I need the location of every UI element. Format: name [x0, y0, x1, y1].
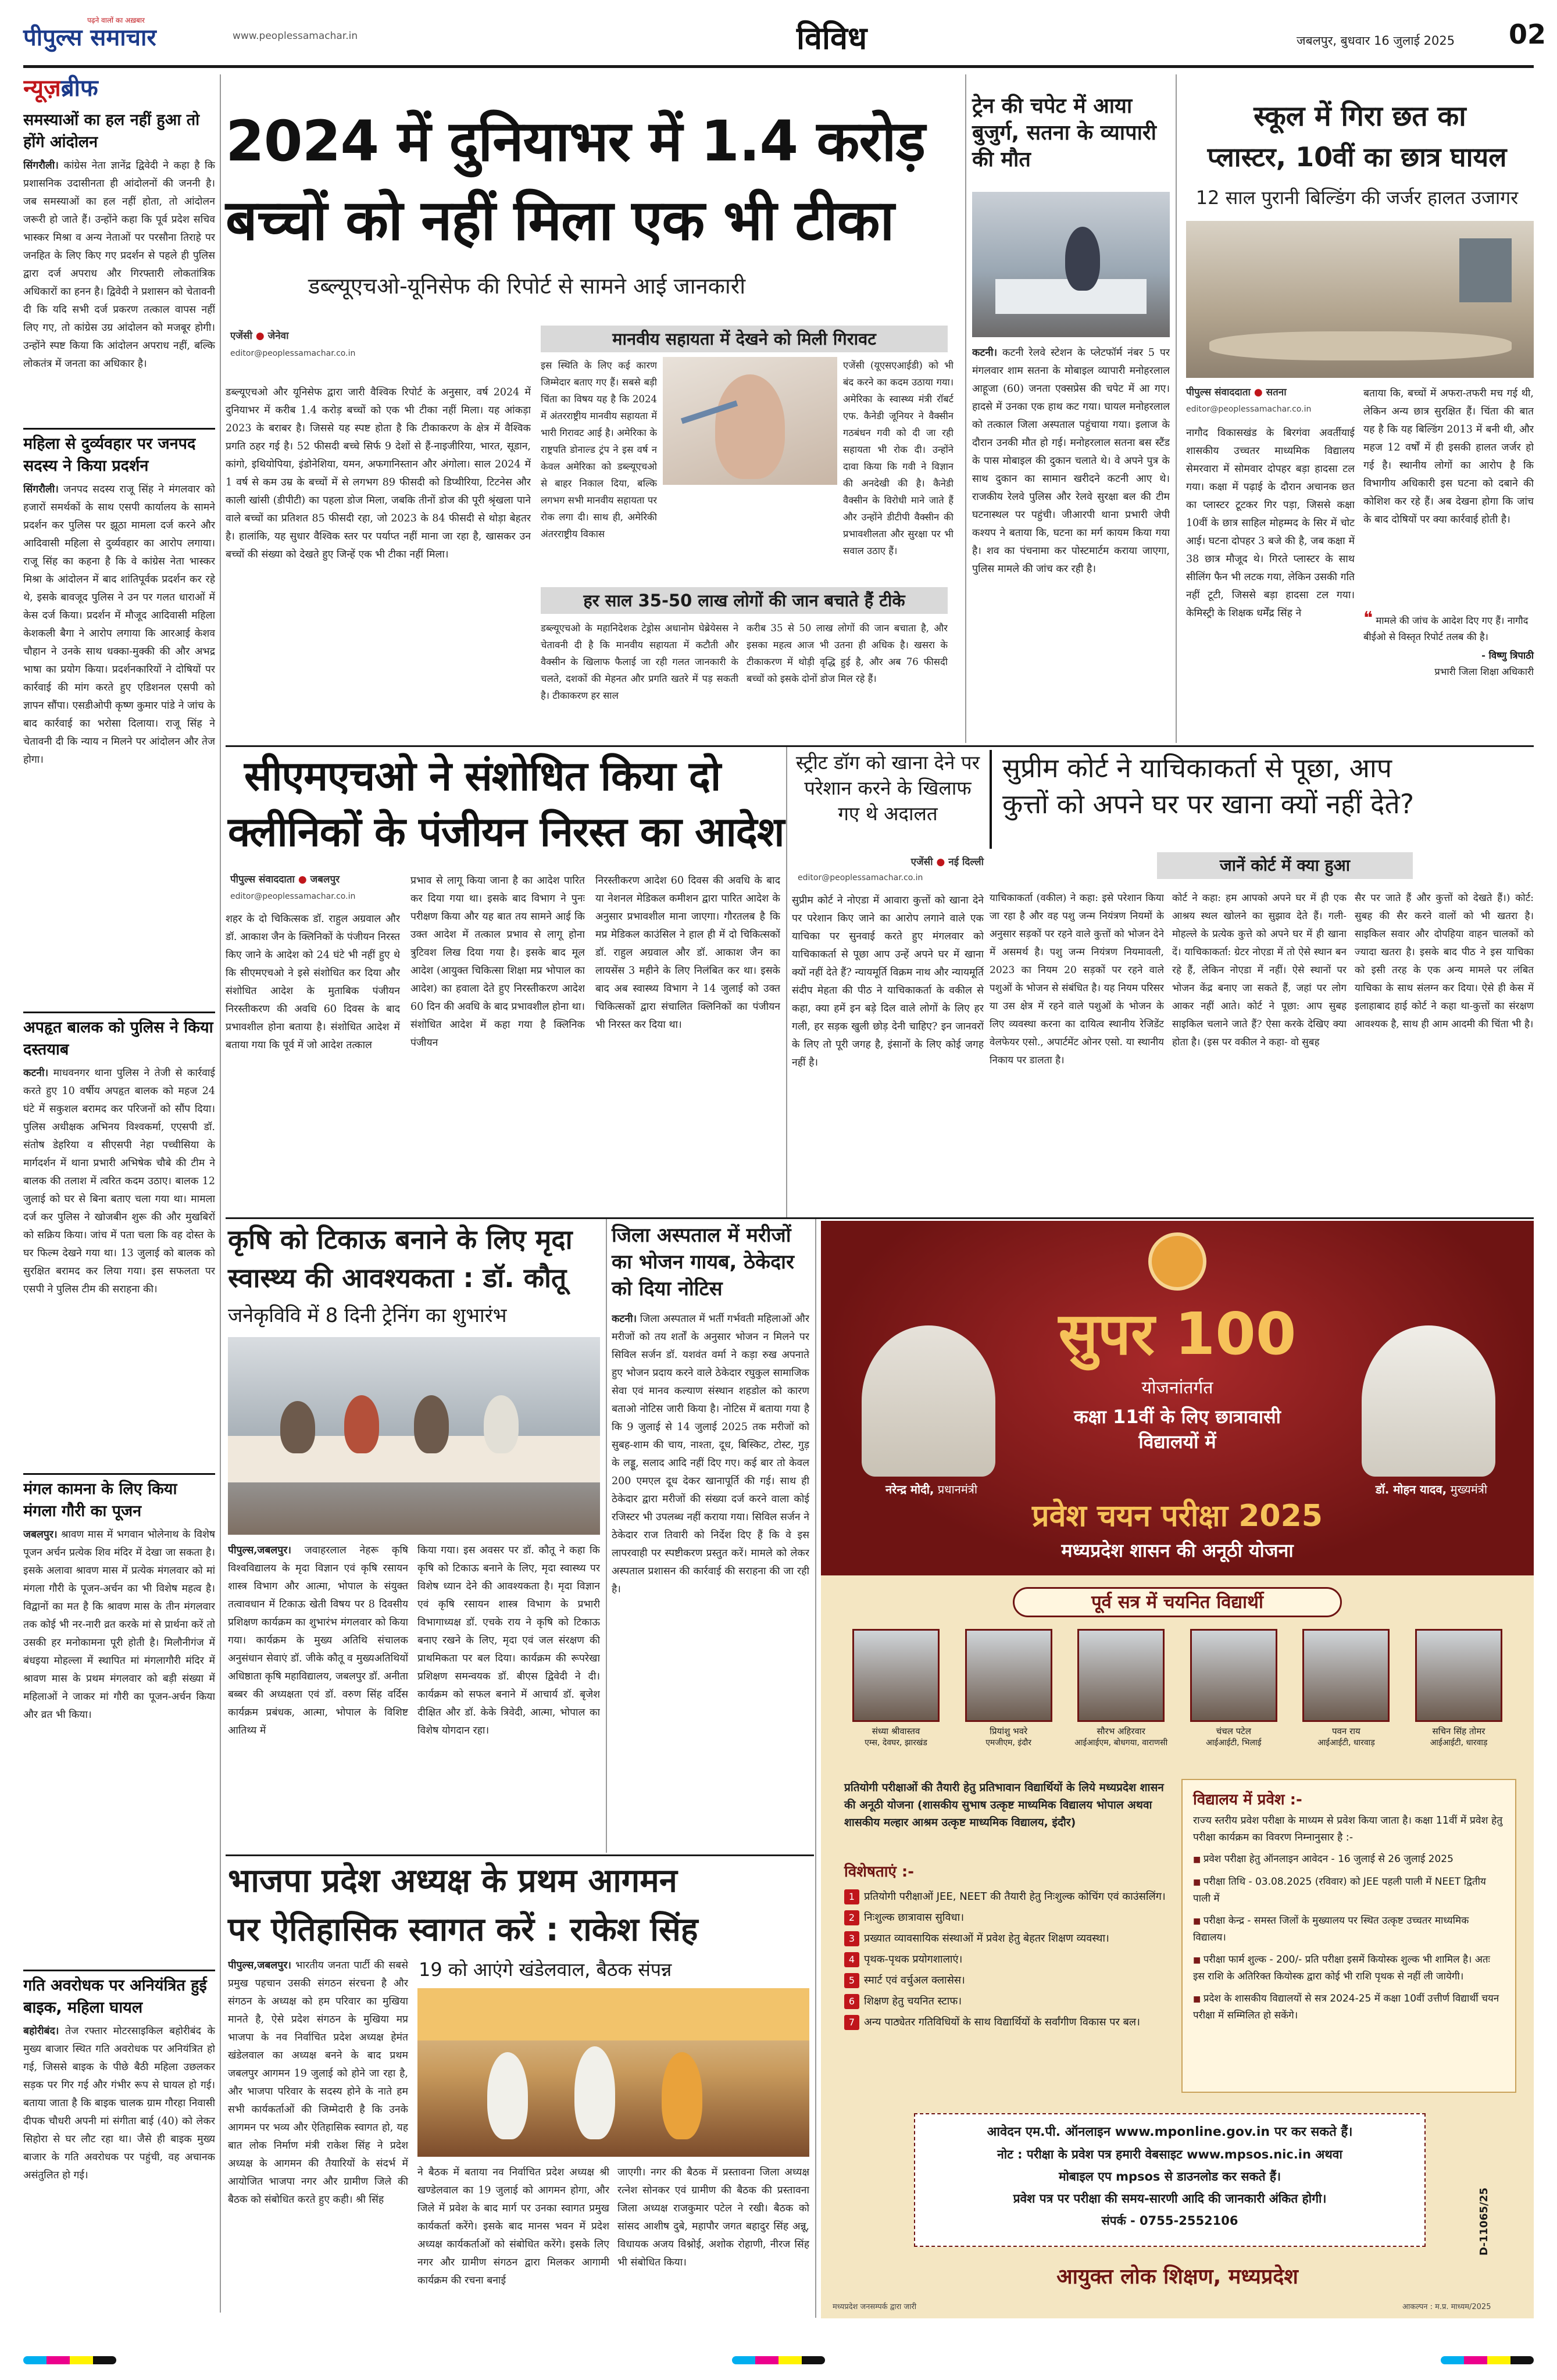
mp-emblem-icon	[1148, 1232, 1206, 1291]
bjp-headline-2: पर ऐतिहासिक स्वागत करें : राकेश सिंह	[228, 1911, 698, 1949]
brief-text: कांग्रेस नेता ज्ञानेंद्र द्विवेदी ने कहा है कि प्रशासनिक उदासीनता ही आंदोलनों की जननी है। जब समस्याओं का हल नहीं होता, तो आंदोलन जरूरी हो जाते हैं। उन्होंने कहा कि पूर्व प्रदेश सचिव भास्कर मिश्रा व अन्य नेताओं पर परसौना तिराहे पर जनहित के लिए किए गए प्रदर्शन से पहले ही पुलिस द्वारा दर्ज अपराध और गिरफ्तारी लोकतांत्रिक अधिकारों का हनन है। द्विवेदी ने प्रशासन को चेतावनी दी कि यदि सभी दर्ज प्रकरण तत्काल वापस नहीं लिए गए, तो कांग्रेस उग्र आंदोलन को मजबूर होगी। उन्होंने स्पष्ट किया कि आंदोलन अपराध नहीं, बल्कि लोकतंत्र में जनता का अधिकार है।	[23, 160, 215, 370]
feature-item: 6 शिक्षण हेतु चयनित स्टाफ।	[844, 1993, 1170, 2010]
column-divider	[786, 747, 787, 1218]
brief-item	[23, 106, 215, 420]
feature-text: शिक्षण हेतु चयनित स्टाफ।	[864, 1995, 962, 2007]
ad-line-2: विद्यालयों में	[1138, 1431, 1216, 1453]
bjp-col-3: जाएगी। नगर की बैठक में प्रस्तावना जिला अध्यक्ष रत्नेश सोनकर एवं ग्रामीण की बैठक की प्रस्तावना जिला अध्यक्ष राजकुमार पटेल ने रखी। बैठक को सांसद आशीष दुबे, महापौर जगत बहादुर सिंह अन्नू, विधायक अजय विश्नोई, अशोक रोहाणी, नीरज सिंह भी संबोधित किया।	[617, 2167, 809, 2268]
student-institute: आईआईएम, बोधगया, वाराणसी	[1074, 1738, 1168, 1748]
student-photo	[965, 1629, 1052, 1722]
rubble-shape	[1209, 331, 1512, 360]
brief-item	[23, 428, 215, 1003]
lives-left: डब्ल्यूएचओ के महानिदेशक टेड्रोस अधानोम घेब्रेयेसस ने चेतावनी दी है कि मानवीय सहायता में कटौती और वैक्सीन के खिलाफ फैलाई जा रही गलत जानकारी के चलते, दशकों की मेहनत और प्रगति खतरे में पड़ सकती है। टीकाकरण हर साल	[541, 623, 738, 701]
selected-title: पूर्व सत्र में चयनित विद्यार्थी	[1013, 1587, 1342, 1617]
school-city: सतना	[1266, 387, 1287, 398]
student-name: सचिन सिंह तोमर	[1432, 1726, 1485, 1736]
student-name: प्रियांशु भवरे	[990, 1726, 1028, 1736]
cmho-reporter: पीपुल्स संवाददाता	[230, 874, 295, 885]
cm-role: मुख्यमंत्री	[1450, 1482, 1488, 1496]
column-divider	[815, 1219, 816, 2318]
ad-subtitle: योजनांतर्गत	[1141, 1378, 1213, 1398]
dog-city: नई दिल्ली	[948, 856, 984, 868]
student-card	[1182, 1629, 1285, 1780]
train-headline: ट्रेन की चपेट में आया बुजुर्ग, सतना के व्यापारी की मौत	[972, 94, 1156, 171]
brief-body	[23, 2022, 215, 2185]
cm-name: डॉ. मोहन यादव,	[1375, 1482, 1447, 1496]
section-rule	[226, 1854, 814, 1856]
lead-headline-2: बच्चों को नहीं मिला एक भी टीका	[226, 188, 894, 253]
ad-line-1: कक्षा 11वीं के लिए छात्रावासी	[1074, 1406, 1281, 1428]
student-card	[844, 1629, 948, 1780]
contact-line: संपर्क - 0755-2552106	[1101, 2214, 1238, 2228]
hospital-body	[612, 1310, 809, 1851]
admission-list	[1193, 1851, 1505, 2024]
lead-byline: एजेंसी ● जेनेवा	[230, 330, 289, 342]
brief-title: मंगल कामना के लिए किया मंगला गौरी का पूजन	[23, 1473, 215, 1523]
bjp-text: भारतीय जनता पार्टी की सबसे प्रमुख पहचान उसकी संगठन संरचना है और संगठन के अध्यक्ष को हम परिवार का मुखिया मानते है, ऐसे प्रदेश संगठन के मुखिया मप्र भाजपा के नव निर्वाचित प्रदेश अध्यक्ष हेमंत खंडेलवाल का अध्यक्ष बनने के बाद प्रथम जबलपुर आगमन 19 जुलाई को होने जा रहा है, और भाजपा परिवार के सदस्य होने के नाते हम सभी कार्यकर्ताओं की जिम्मेदारी है कि उनके आगमन पर भव्य और ऐतिहासिक स्वागत हो, यह बात लोक निर्माण मंत्री राकेश सिंह ने प्रदेश अध्यक्ष के आगमन की तैयारियों के संदर्भ में आयोजित भाजपा नगर और ग्रामीण जिले की बैठक को संबोधित करते हुए कही। श्री सिंह	[228, 1960, 408, 2206]
student-institute: एमजीएम, इंदौर	[985, 1738, 1031, 1748]
quote-text: मामले की जांच के आदेश दिए गए हैं। नागौद बीईओ से विस्तृत रिपोर्ट तलब की है।	[1363, 615, 1529, 642]
brief-title: गति अवरोधक पर अनियंत्रित हुई बाइक, महिला घायल	[23, 1970, 215, 2019]
admission-item: ■ परीक्षा केन्द्र - समस्त जिलों के मुख्यालय पर स्थित उत्कृष्ट उच्चतर माध्यमिक विद्यालय।	[1193, 1913, 1505, 1946]
ad-footer-right: आकल्पन : म.प्र. माध्यम/2025	[1402, 2303, 1491, 2311]
school-email: editor@peoplessamachar.co.in	[1186, 405, 1312, 414]
student-photo	[1077, 1629, 1165, 1722]
vaccine-photo	[663, 357, 837, 485]
column-divider	[965, 74, 966, 743]
dog-body: सुप्रीम कोर्ट ने नोएडा में आवारा कुत्तों को खाना देने पर परेशान किए जाने का आरोप लगाने वाले एक याचिका पर सुनवाई करते हुए मंगलवार को याचिकाकर्ता से पूछा आप उन्हें अपने घर में खाना क्यों नहीं देते हैं? न्यायमूर्ति विक्रम नाथ और न्यायमूर्ति संदीप मेहता की पीठ ने याचिकाकर्ता के वकील से कहा, क्या हमें इन बड़े दिल वाले लोगों के लिए हर गली, हर सड़क खुली छोड़ देनी चाहिए? इन जानवरों के लिए तो पूरी जगह है, इंसानों के लिए कोई जगह नहीं है।	[792, 895, 984, 1069]
lead-col-1: डब्ल्यूएचओ और यूनिसेफ द्वारा जारी वैश्विक रिपोर्ट के अनुसार, वर्ष 2024 में दुनियाभर में करीब 1.4 करोड़ बच्चों को एक भी टीका नहीं मिला। यह आंकड़ा 2023 के बराबर है। जिससे यह स्पष्ट होता है कि टीकाकरण के क्षेत्र में वैश्विक प्रगति ठहर गई है। 52 फीसदी बच्चे सिर्फ 9 देशों से हैं-नाइजीरिया, भारत, सूडान, कांगो, इथियोपिया, इंडोनेशिया, यमन, अफगानिस्तान और अंगोला। साल 2024 में 1 वर्ष से कम उम्र के बच्चों में से लगभग 89 फीसदी को डिप्थीरिया, टिटनेस और काली खांसी (डीपीटी) का पहला डोज मिला, जबकि तीनों डोज की पूरी श्रृंखला पाने वाले बच्चों का प्रतिशत 85 फीसदी रहा, जो 2023 के 84 फीसदी से थोड़ा बेहतर है। हालांकि, यह सुधार वैश्विक स्तर पर पर्याप्त नहीं माना जा रहा है, खासकर उन बच्चों की संख्या को देखते हुए जिन्हें एक भी टीका नहीं मिला।	[226, 387, 531, 560]
lead-headline-1: 2024 में दुनियाभर में 1.4 करोड़	[226, 109, 925, 174]
brief-body	[23, 1064, 215, 1299]
issuer: आयुक्त लोक शिक्षण, मध्यप्रदेश	[1056, 2265, 1298, 2289]
school-subhead: 12 साल पुरानी बिल्डिंग की जर्जर हालत उजागर	[1195, 187, 1519, 209]
brand-name: पीपुल्स समाचार	[23, 24, 156, 51]
person-figure	[484, 1395, 519, 1453]
brand-logo	[23, 15, 215, 52]
quote-mark-icon: ❝	[1363, 608, 1373, 628]
bjp-photo	[417, 1988, 809, 2157]
student-photo	[1302, 1629, 1390, 1722]
students-row	[844, 1629, 1510, 1780]
krishi-headline-1: कृषि को टिकाऊ बनाने के लिए मृदा	[228, 1224, 573, 1255]
brief-place: बहोरीबंद।	[23, 2025, 59, 2037]
student-card	[1294, 1629, 1398, 1780]
brief-body	[23, 481, 215, 769]
admission-item: ■ परीक्षा फार्म शुल्क - 200/- प्रति परीक्षा इसमें कियोस्क शुल्क भी शामिल है। अतः इस राशि के अतिरिक्त कियोस्क द्वारा कोई भी राशि पृथक से नहीं ली जायेगी।	[1193, 1952, 1505, 1985]
registration-mark	[23, 2356, 116, 2364]
person-figure	[1065, 227, 1100, 291]
ad-footer-left: मध्यप्रदेश जनसम्पर्क द्वारा जारी	[833, 2303, 917, 2311]
quote-role: प्रभारी जिला शिक्षा अधिकारी	[1434, 666, 1534, 677]
print-marks-bar	[23, 2354, 1534, 2366]
student-photo	[1190, 1629, 1277, 1722]
student-name: संध्या श्रीवास्तव	[872, 1726, 920, 1736]
brief-label-brief: ब्रीफ	[60, 75, 98, 102]
brief-title: अपहृत बालक को पुलिस ने किया दस्तयाब	[23, 1012, 215, 1061]
page-number: 02	[1509, 19, 1547, 50]
hospital-text: जिला अस्पताल में भर्ती गर्भवती महिलाओं और मरीजों को तय शर्तों के अनुसार भोजन न मिलने पर सिविल सर्जन डॉ. यशवंत वर्मा ने कड़ा रुख अपनाते हुए भोजन प्रदाय करने वाले ठेकेदार रघुकुल सामाजिक सेवा एवं मानव कल्याण संस्थान शहडोल को कारण बताओ नोटिस जारी किया है। नोटिस में बताया गया है कि 9 जुलाई से 14 जुलाई 2025 तक मरीजों को सुबह-शाम की चाय, नाश्ता, दूध, बिस्किट, टोस्ट, गुड़ के लड्डू, सलाद आदि नहीं दिए गए। कई बार तो केवल 200 एमएल दूध देकर खानापूर्ति की गई। साथ ही ठेकेदार द्वारा मरीजों की संख्या दर्ज करने वाला कोई रजिस्टर भी उपलब्ध नहीं कराया गया। सिविल सर्जन ने ठेकेदार राज तिवारी को निर्देश दिए हैं कि वे इस लापरवाही पर स्पष्टीकरण प्रस्तुत करें। मामले को लेकर अस्पताल प्रशासन की कार्रवाई की सराहना की जा रही है।	[612, 1313, 809, 1595]
train-body	[972, 344, 1170, 745]
krishi-place: पीपुल्स,जबलपुर।	[228, 1545, 292, 1556]
student-institute: आईआईटी, धारवाड़	[1317, 1738, 1375, 1748]
school-headline-2: प्लास्टर, 10वीं का छात्र घायल	[1207, 141, 1507, 173]
person-figure	[280, 1401, 315, 1453]
lead-subhead: डब्ल्यूएचओ-यूनिसेफ की रिपोर्ट से सामने आई जानकारी	[308, 273, 746, 299]
notice-line: नोट : परीक्षा के प्रवेश पत्र हमारी वेबसाइट www.mpsos.nic.in अथवा	[997, 2147, 1342, 2161]
ad-code: D-11065/25	[1478, 2188, 1490, 2256]
student-photo	[1415, 1629, 1502, 1722]
lead-city: जेनेवा	[267, 330, 289, 342]
brief-label-news: न्यूज़	[23, 75, 61, 102]
bjp-place: पीपुल्स,जबलपुर।	[228, 1960, 292, 1971]
hospital-headline: जिला अस्पताल में मरीजों का भोजन गायब, ठेकेदार को दिया नोटिस	[612, 1224, 794, 1300]
cmho-col-1: शहर के दो चिकित्सक डॉ. राहुल अग्रवाल और डॉ. आकाश जैन के क्लिनिकों के पंजीयन निरस्त किए जाने के आदेश को 24 घंटे भी नहीं हुए थे कि सीएमएचओ ने इसे संशोधित कर दिया और संशोधित आदेश के मुताबिक पंजीयन निरस्तीकरण की अवधि 60 दिवस के बाद प्रभावशील होना बताया है। संशोधित आदेश में बताया गया कि पूर्व में जो आदेश तत्काल	[226, 913, 400, 1051]
ad-exam-title: प्रवेश चयन परीक्षा 2025	[1032, 1499, 1323, 1534]
brief-place: सिंगरौली।	[23, 484, 59, 495]
feature-text: पृथक-पृथक प्रयोगशालाएं।	[864, 1953, 963, 1966]
bjp-headline-1: भाजपा प्रदेश अध्यक्ष के प्रथम आगमन	[228, 1862, 677, 1900]
person-figure	[574, 2046, 615, 2139]
brief-text: श्रावण मास में भगवान भोलेनाथ के विशेष पूजन अर्चन प्रत्येक शिव मंदिर में देखा जा सकता है। इसके अलावा श्रावण मास में प्रत्येक मंगलवार को मां मंगला गौरी के पूजन-अर्चन का भी विशेष महत्व है। विद्वानों का मत है कि श्रावण मास के तीन मंगलवार तक कोई भी नर-नारी व्रत करके मां से प्रार्थना करें तो उसकी हर मनोकामना पूरी होती है। मिलौनीगंज में बंधइया मोहल्ला में स्थापित मां मंगलागौरी मंदिर में श्रावण मास के प्रथम मंगलवार को बड़ी संख्या में महिलाओं ने जाकर मां गौरी का पूजन-अर्चन किया और व्रत भी किया।	[23, 1529, 215, 1721]
pm-role: प्रधानमंत्री	[937, 1482, 978, 1496]
dog-headline: स्ट्रीट डॉग को खाना देने पर परेशान करने के खिलाफ गए थे अदालत	[795, 751, 980, 825]
admission-title: विद्यालय में प्रवेश :-	[1193, 1791, 1302, 1809]
krishi-text: जवाहरलाल नेहरू कृषि विश्वविद्यालय के मृदा विज्ञान एवं कृषि रसायन शास्त्र विभाग और आत्मा, भोपाल के संयुक्त तत्वावधान में टिकाऊ खेती विषय पर 8 दिवसीय प्रशिक्षण कार्यक्रम का शुभारंभ मंगलवार को किया गया। कार्यक्रम के मुख्य अतिथि संचालक अनुसंधान सेवाएं डॉ. जीके कौतू व मुख्यअतिथियों अधिष्ठाता कृषि महाविद्यालय, जबलपुर डॉ. अनीता बब्बर की अध्यक्षता एवं डॉ. वरुण सिंह वर्दिस कार्यक्रम प्रबंधक, आत्मा, भोपाल के विशिष्ट आतिथ्य में	[228, 1545, 408, 1736]
masthead-rule	[23, 65, 1534, 68]
student-institute: आईआईटी, धारवाड़	[1430, 1738, 1488, 1748]
window-shape	[1459, 238, 1512, 302]
dog-byline: एजेंसी ● नई दिल्ली	[910, 856, 984, 868]
feature-item: 3 प्रख्यात व्यावसायिक संस्थाओं में प्रवेश हेतु बेहतर शिक्षण व्यवस्था।	[844, 1930, 1170, 1947]
lead-agency: एजेंसी	[230, 330, 252, 342]
humanitarian-box-title: मानवीय सहायता में देखने को मिली गिरावट	[541, 326, 948, 352]
krishi-photo	[228, 1337, 600, 1535]
column-divider	[1176, 74, 1177, 743]
school-headline-1: स्कूल में गिरा छत का	[1254, 100, 1466, 133]
krishi-col-1	[228, 1542, 408, 1850]
issue-date: जबलपुर, बुधवार 16 जुलाई 2025	[1297, 34, 1455, 48]
train-photo	[972, 192, 1170, 337]
admission-item: ■ प्रदेश के शासकीय विद्यालयों से सत्र 2024-25 में कक्षा 10वीं उत्तीर्ण विद्यार्थी चयन परीक्षा में सम्मिलित हो सकेंगे।	[1193, 1991, 1505, 2024]
sc-col-1: याचिकाकर्ता (वकील) ने कहा: इसे परेशान किया जा रहा है और वह पशु जन्म नियंत्रण नियमों के अनुसार सड़कों पर रहने वाले कुत्तों को भोजन देने में असमर्थ है। पशु जन्म नियंत्रण नियमावली, 2023 का नियम 20 सड़कों पर रहने वाले पशुओं के भोजन से संबंधित है। यह नियम परिसर या उस क्षेत्र में रहने वाले पशुओं के भोजन के लिए व्यवस्था करना का दायित्व स्थानीय रेजिडेंट वेलफेयर एसो., अपार्टमेंट ओनर एसो. या स्थानीय निकाय पर डालता है।	[990, 892, 1164, 1066]
notice-line: आवेदन एम.पी. ऑनलाइन www.mponline.gov.in पर कर सकते हैं।	[987, 2125, 1353, 2139]
feature-item: 2 निःशुल्क छात्रावास सुविधा।	[844, 1909, 1170, 1927]
train-place: कटनी।	[972, 347, 998, 359]
feature-text: अन्य पाठ्येतर गतिविधियों के साथ विद्यार्थियों के सर्वांगीण विकास पर बल।	[864, 2016, 1140, 2028]
student-card	[1069, 1629, 1173, 1780]
dog-email: editor@peoplessamachar.co.in	[798, 873, 923, 882]
school-col-2: बताया कि, बच्चों में अफरा-तफरी मच गई थी, लेकिन अन्य छात्र सुरक्षित हैं। चिंता की बात यह है कि यह बिल्डिंग 2013 में बनी थी, और महज 12 वर्षों में ही इसकी हालत जर्जर हो गई है। स्थानीय लोगों का आरोप है कि विभागीय अधिकारी इस घटना को दबाने की कोशिश कर रहे हैं। अब देखना होगा कि जांच के बाद दोषियों पर क्या कार्रवाई होती है।	[1363, 388, 1534, 526]
student-institute: एम्स, देवघर, झारखंड	[865, 1738, 927, 1748]
brief-text: माधवनगर थाना पुलिस ने तेजी से कार्रवाई करते हुए 10 वर्षीय अपहृत बालक को महज 24 घंटे में सकुशल बरामद कर परिजनों को सौंप दिया। पुलिस अधीक्षक अभिनय विश्वकर्मा, एएसपी डॉ. संतोष डेहरिया व सीएसपी नेहा पच्चीसिया के मार्गदर्शन में थाना प्रभारी अभिषेक चौबे की टीम ने बालक की तलाश में त्वरित कदम उठाए। बालक 12 जुलाई को घर से बिना बताए चला गया था। मामला दर्ज कर पुलिस ने खोजबीन शुरू की और मुखबिरों को सक्रिय किया। जांच में पता चला कि वह दोस्त के घर फिल्म देखने गया था। 13 जुलाई को बालक को सुरक्षित बरामद कर लिया गया। इस सफलता पर एसपी ने पुलिस टीम की सराहना की।	[23, 1067, 215, 1295]
cmho-email: editor@peoplessamachar.co.in	[230, 892, 356, 901]
feature-item: 7 अन्य पाठ्येतर गतिविधियों के साथ विद्यार्थियों के सर्वांगीण विकास पर बल।	[844, 2014, 1170, 2031]
student-photo	[852, 1629, 940, 1722]
features-title: विशेषताएं :-	[844, 1863, 915, 1881]
school-photo	[1186, 221, 1534, 378]
notice-line: मोबाइल एप mpsos से डाउनलोड कर सकते हैं।	[1058, 2170, 1281, 2184]
website: www.peoplessamachar.in	[233, 30, 358, 42]
student-card	[957, 1629, 1060, 1780]
person-figure	[487, 2052, 528, 2139]
brief-place: जबलपुर।	[23, 1529, 58, 1541]
sc-col-3: सैर पर जाते हैं और कुत्तों को देखते हैं।) कोर्ट: सुबह की सैर करने वालों को भी खतरा है। साइकिल सवार और दोपहिया वाहन चालकों को ज्यादा खतरा है। इसके बाद पीठ ने इस याचिका को इसी तरह के एक अन्य मामले पर लंबित याचिका के साथ संलग्न कर दिया। ऐसे ही केस में इलाहाबाद हाई कोर्ट ने कहा था-कुत्तों का संरक्षण आवश्यक है, साथ ही आम आदमी की चिंता भी है।	[1355, 892, 1534, 1030]
school-quote	[1363, 610, 1534, 715]
section-rule	[226, 745, 1534, 747]
bjp-col-1	[228, 1957, 408, 2317]
student-name: सौरभ अहिरवार	[1097, 1726, 1145, 1736]
krishi-subhead: जनेकृविवि में 8 दिनी ट्रेनिंग का शुभारंभ	[228, 1304, 507, 1327]
admission-item: ■ प्रवेश परीक्षा हेतु ऑनलाइन आवेदन - 16 जुलाई से 26 जुलाई 2025	[1193, 1851, 1505, 1868]
child-figure	[715, 374, 785, 479]
school-reporter: पीपुल्स संवाददाता	[1186, 387, 1251, 398]
brief-title: महिला से दुर्व्यवहार पर जनपद सदस्य ने किया प्रदर्शन	[23, 428, 215, 477]
news-brief-column	[23, 74, 215, 2313]
feature-text: प्रतियोगी परीक्षाओं JEE, NEET की तैयारी हेतु निःशुल्क कोचिंग एवं काउंसलिंग।	[864, 1891, 1166, 1903]
train-text: कटनी रेलवे स्टेशन के प्लेटफॉर्म नंबर 5 पर मंगलवार शाम सतना के मोबाइल व्यापारी मनोहरलाल आहूजा (60) जनता एक्सप्रेस की चपेट में आ गए। हादसे में उनका एक हाथ कट गया। घायल मनोहरलाल को तत्काल जिला अस्पताल पहुंचाया गया। इलाज के दौरान उनकी मौत हो गई। मनोहरलाल सतना बस स्टैंड के पास मोबाइल की दुकान चलाते थे। वे अपने पुत्र के साथ दुकान का सामान खरीदने कटनी आए थे। राजकीय रेलवे पुलिस और रेलवे सुरक्षा बल की टीम घटनास्थल पर पहुंची। जीआरपी थाना प्रभारी जेपी कश्यप ने बताया कि, घटना का मर्ग कायम किया गया है। शव का पंचनामा कर पोस्टमार्टम कराया जाएगा, पुलिस मामले की जांच कर रही है।	[972, 347, 1170, 575]
cmho-headline-2: क्लीनिकों के पंजीयन निरस्त का आदेश	[228, 808, 784, 856]
pm-portrait	[862, 1325, 995, 1477]
brief-body	[23, 1526, 215, 1724]
krishi-col-2: किया गया। इस अवसर पर डॉ. कौतू ने कहा कि कृषि को टिकाऊ बनाने के लिए, मृदा स्वास्थ्य पर विशेष ध्यान देने की आवश्यकता है। मृदा विज्ञान एवं कृषि रसायन शास्त्र विभाग के प्रभारी विभागाध्यक्ष डॉ. एचके राय ने कृषि को टिकाऊ बनाए रखने के लिए, मृदा एवं जल संरक्षण की प्राथमिकता पर बल दिया। कार्यक्रम की रूपरेखा प्रशिक्षण समन्वयक डॉ. बीएस द्विवेदी ने दी। कार्यक्रम को सफल बनाने में आचार्य डॉ. बृजेश दीक्षित और डॉ. केके त्रिवेदी, आत्मा, भोपाल का विशेष योगदान रहा।	[417, 1545, 600, 1736]
hospital-place: कटनी।	[612, 1313, 637, 1325]
brief-place: सिंगरौली।	[23, 160, 59, 171]
humanitarian-left: इस स्थिति के लिए कई कारण जिम्मेदार बताए गए हैं। सबसे बड़ी चिंता का विषय यह है कि 2024 में अंतरराष्ट्रीय मानवीय सहायता में भारी गिरावट आई है। अमेरिका के राष्ट्रपति डोनाल्ड ट्रंप ने इस वर्ष न केवल अमेरिका को डब्ल्यूएचओ से बाहर निकाल दिया, बल्कि लगभग सभी मानवीय सहायता पर रोक लगा दी। साथ ही, अमेरिकी अंतरराष्ट्रीय विकास	[541, 360, 657, 539]
features-list	[844, 1888, 1170, 2035]
sc-col-2: कोर्ट ने कहा: हम आपको अपने घर में ही एक आश्रय स्थल खोलने का सुझाव देते हैं। गली-मोहल्ले के प्रत्येक कुत्ते को अपने घर में ही खाना दें। याचिकाकर्ता: ग्रेटर नोएडा में तो ऐसे स्थान बन रहे हैं, लेकिन नोएडा में नहीं। ऐसे स्थानों पर भोजन केंद्र बनाए जा सकते हैं, जहां पर लोग आकर नहीं आते। कोर्ट ने पूछा: आप सुबह साइकिल चलाने जाते हैं? ऐसा करके देखिए क्या होता है। (इस पर वकील ने कहा- वो सुबह	[1172, 892, 1347, 1048]
brief-header	[23, 74, 215, 102]
student-card	[1407, 1629, 1510, 1780]
cmho-col-3: निरस्तीकरण आदेश 60 दिवस की अवधि के बाद या नेशनल मेडिकल कमीशन द्वारा पारित आदेश के अनुसार प्रभावशील माना जाएगा। गौरतलब है कि मप्र मेडिकल काउंसिल ने हाल ही में दो चिकित्सकों डॉ. राहुल अग्रवाल और डॉ. आकाश जैन का लायसेंस 3 महीने के लिए निलंबित कर था। इसके बाद अब स्वास्थ्य विभाग ने 14 जुलाई को उक्त चिकित्सकों द्वारा संचालित क्लिनिकों का पंजीयन भी निरस्त कर दिया था।	[595, 875, 780, 1031]
cmho-col-2: प्रभाव से लागू किया जाना है का आदेश पारित कर दिया गया था। इसके बाद विभाग ने पुनः परीक्षण किया और यह बात तय सामने आई कि उक्त आदेश में तत्काल प्रभाव से लागू होना त्रुटिवश लिख दिया गया है। इसके बाद मूल आदेश (आयुक्त चिकित्सा शिक्षा मप्र भोपाल का आदेश) का हवाला देते हुए निरस्तीकरण आदेश 60 दिन की अवधि के बाद प्रभावशील होना था। संशोधित आदेश में कहा गया है क्लिनिक पंजीयन	[410, 875, 585, 1049]
sc-headline-2: कुत्तों को अपने घर पर खाना क्यों नहीं देते?	[1002, 788, 1415, 820]
lead-email: editor@peoplessamachar.co.in	[230, 349, 356, 358]
ad-title: सुपर 100	[1058, 1300, 1297, 1368]
column-divider	[606, 1219, 607, 1853]
super100-advertisement	[821, 1221, 1534, 2318]
registration-mark	[732, 2356, 825, 2364]
feature-text: स्मार्ट एवं वर्चुअल क्लासेस।	[864, 1974, 965, 1986]
brief-item	[23, 1012, 215, 1465]
registration-mark	[1441, 2356, 1534, 2364]
krishi-headline-2: स्वास्थ्य की आवश्यकता : डॉ. कौतू	[228, 1262, 567, 1293]
admission-item: ■ परीक्षा तिथि - 03.08.2025 (रविवार) को JEE पहली पाली में NEET द्वितीय पाली में	[1193, 1874, 1505, 1907]
person-figure	[344, 1395, 379, 1453]
feature-item: 4 पृथक-पृथक प्रयोगशालाएं।	[844, 1951, 1170, 1968]
brief-text: जनपद सदस्य राजू सिंह ने मंगलवार को हजारों समर्थकों के साथ एसपी कार्यालय के सामने प्रदर्शन कर पुलिस पर झूठा मामला दर्ज करने और आदिवासी महिला से दुर्व्यवहार का आरोप लगाया। राजू सिंह का कहना है कि वे कांग्रेस नेता भास्कर मिश्रा के आंदोलन में बाद शांतिपूर्वक प्रदर्शन कर रहे थे, इसके बावजूद पुलिस ने उन पर गलत धाराओं में केस दर्ज किया। प्रदर्शन में मौजूद आदिवासी महिला केशकली बैगा ने आरोप लगाया कि आरआई केशव चौहान ने उनके साथ धक्का-मुक्की की और अभद्र भाषा का प्रयोग किया। प्रदर्शनकारियों ने दोषियों पर कार्रवाई की मांग करते हुए एडिशनल एसपी को ज्ञापन सौंपा। एसडीओपी कृष्ण कुमार पांडे ने जांच के बाद कार्रवाई का भरोसा दिलाया। राजू सिंह ने चेतावनी दी कि न्याय न मिलने पर आंदोलन और तेज होगा।	[23, 484, 215, 766]
masthead	[23, 13, 1547, 56]
lives-box-title: हर साल 35-50 लाख लोगों की जान बचाते हैं टीके	[541, 587, 948, 614]
dog-agency: एजेंसी	[910, 856, 933, 868]
sc-section-title: जानें कोर्ट में क्या हुआ	[1157, 852, 1413, 879]
student-name: पवन राय	[1332, 1726, 1360, 1736]
cmho-headline-1: सीएमएचओ ने संशोधित किया दो	[244, 752, 721, 800]
ad-scheme: मध्यप्रदेश शासन की अनूठी योजना	[1061, 1539, 1294, 1561]
bjp-col-2: ने बैठक में बताया नव निर्वाचित प्रदेश अध्यक्ष श्री खण्डेलवाल का 19 जुलाई को आगमन होगा, और जिले में प्रवेश के बाद मार्ग पर उनका स्वागत प्रमुख कार्यकर्ता करेंगे। इसके बाद मानस भवन में प्रदेश अध्यक्ष कार्यकर्ताओं को संबोधित करेंगे। इसके लिए नगर और ग्रामीण संगठन द्वारा मिलकर आगामी कार्यक्रम की रचना बनाई	[417, 2167, 609, 2286]
sc-headline-1: सुप्रीम कोर्ट ने याचिकाकर्ता से पूछा, आप	[1002, 752, 1392, 784]
cm-portrait	[1362, 1325, 1495, 1477]
feature-item: 5 स्मार्ट एवं वर्चुअल क्लासेस।	[844, 1972, 1170, 1989]
student-institute: आईआईटी, भिलाई	[1206, 1738, 1262, 1748]
brief-item	[23, 1970, 215, 2295]
person-figure	[414, 1395, 449, 1453]
banner-shape	[417, 1988, 809, 2040]
column-divider	[220, 74, 221, 2313]
brief-body	[23, 157, 215, 373]
brand-tag: पढ़ने वालों का अख़बार	[87, 16, 145, 24]
feature-item: 1 प्रतियोगी परीक्षाओं JEE, NEET की तैयारी हेतु निःशुल्क कोचिंग एवं काउंसलिंग।	[844, 1888, 1170, 1906]
notice-line: प्रवेश पत्र पर परीक्षा की समय-सारणी आदि की जानकारी अंकित होगी।	[1013, 2192, 1327, 2206]
brief-item	[23, 1473, 215, 1961]
sc-headline-box	[990, 750, 1534, 849]
admission-intro: राज्य स्तरीय प्रवेश परीक्षा के माध्यम से प्रवेश किया जाता है। कक्षा 11वीं में प्रवेश हेतु परीक्षा कार्यक्रम का विवरण निम्नानुसार है :-	[1193, 1815, 1503, 1843]
notice-box	[914, 2113, 1426, 2247]
ad-intro: प्रतियोगी परीक्षाओं की तैयारी हेतु प्रतिभावान विद्यार्थियों के लिये मध्यप्रदेश शासन की अनूठी योजना (शासकीय सुभाष उत्कृष्ट माध्यमिक विद्यालय भोपाल अथवा शासकीय मल्हार आश्रम उत्कृष्ट माध्यमिक विद्यालय, इंदौर)	[844, 1781, 1164, 1829]
lives-right: करीब 35 से 50 लाख लोगों की जान बचाता है, और इसका महत्व आज भी उतना ही अधिक है। खसरा के टीकाकरण में थोड़ी वृद्धि हुई है, और अब 76 फीसदी बच्चों को इसके दोनों डोज मिल रहे हैं।	[747, 623, 948, 684]
section-title: विविध	[797, 20, 867, 56]
cmho-byline: पीपुल्स संवाददाता ● जबलपुर	[230, 874, 340, 885]
humanitarian-right: एजेंसी (यूएसएआईडी) को भी बंद करने का कदम उठाया गया। अमेरिका के स्वास्थ्य मंत्री रॉबर्ट एफ. कैनेडी जूनियर ने वैक्सीन गठबंधन गवी को दी जा रही सहायता भी रोक दी। उन्होंने दावा किया कि गवी ने विज्ञान की अनदेखी की है। कैनेडी वैक्सीन के विरोधी माने जाते हैं और उन्होंने डीटीपी वैक्सीन की प्रभावशीलता और सुरक्षा पर भी सवाल उठाए हैं।	[843, 360, 954, 556]
section-rule	[226, 1217, 1534, 1219]
student-name: चंचल पटेल	[1216, 1726, 1251, 1736]
brief-place: कटनी।	[23, 1067, 49, 1079]
feature-text: निःशुल्क छात्रावास सुविधा।	[864, 1911, 965, 1924]
quote-name: - विष्णु त्रिपाठी	[1481, 650, 1534, 661]
bjp-subhead: 19 को आएंगे खंडेलवाल, बैठक संपन्न	[419, 1959, 672, 1981]
feature-text: प्रख्यात व्यावसायिक संस्थाओं में प्रवेश हेतु बेहतर शिक्षण व्यवस्था।	[864, 1932, 1109, 1945]
school-byline: पीपुल्स संवाददाता ● सतना	[1186, 387, 1287, 398]
brief-title: समस्याओं का हल नहीं हुआ तो होंगे आंदोलन	[23, 111, 200, 151]
pm-name: नरेन्द्र मोदी,	[885, 1482, 934, 1496]
admission-box	[1181, 1779, 1516, 2093]
school-col-1: नागौद विकासखंड के बिरगंवा अवर्तीयाई शासकीय उच्चतर माध्यमिक विद्यालय सेमरवारा में सोमवार दोपहर बड़ा हादसा टल गया। कक्षा में पढ़ाई के दौरान अचानक छत का प्लास्टर टूटकर गिर पड़ा, जिससे कक्षा 10वीं के छात्र साहिल मोहम्मद के सिर में चोट आई। घटना दोपहर 3 बजे की है, जब कक्षा में 38 छात्र मौजूद थे। गिरते प्लास्टर के साथ सीलिंग फैन भी लटक गया, लेकिन उसकी गति नहीं टूटी, जिससे बड़ा हादसा टल गया। केमिस्ट्री के शिक्षक धर्मेंद्र सिंह ने	[1186, 427, 1355, 619]
brief-text: तेज रफ्तार मोटरसाइकिल बहोरीबंद के मुख्य बाजार स्थित गति अवरोधक पर अनियंत्रित हो गई, जिससे बाइक के पीछे बैठी महिला उछलकर सड़क पर गिर गई और गंभीर रूप से घायल हो गई। बताया जाता है कि बाइक चालक ग्राम गौरहा निवासी दीपक चौधरी अपनी मां संगीता बाई (40) को लेकर सिहोरा से घर लौट रहा था। जैसे ही बाइक मुख्य बाजार के गति अवरोधक पर पहुंची, वह अचानक असंतुलित हो गई।	[23, 2025, 215, 2181]
person-figure	[662, 2052, 702, 2139]
cmho-city: जबलपुर	[310, 874, 340, 885]
